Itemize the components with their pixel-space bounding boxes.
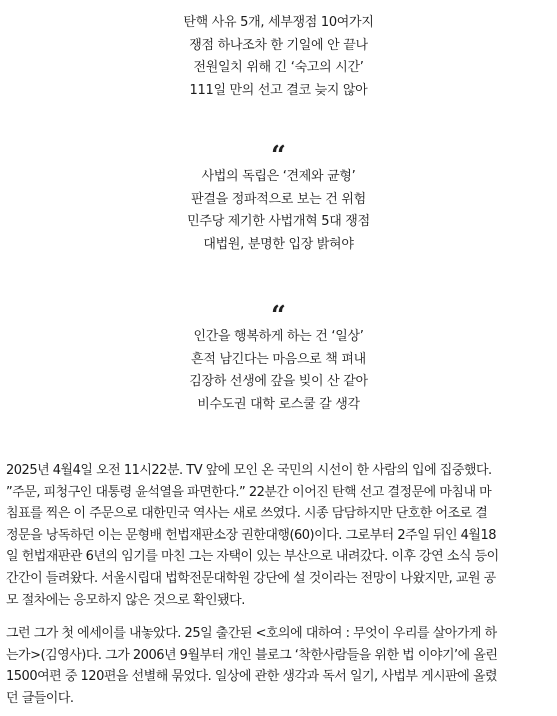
article-paragraph-1 — [6, 460, 551, 611]
summary-line: 대법원, 분명한 입장 밝혀야 — [203, 236, 354, 252]
article-paragraph-2 — [6, 623, 551, 709]
paragraph-line: 간간이 들려왔다. 서울시립대 법학전문대학원 강단에 설 것이라는 전망이 나왔지만, 교원 공 — [6, 570, 496, 586]
paragraph-line: 정문을 낭독하던 이는 문형배 헌법재판소장 권한대행(60)이다. 그로부터 2주일 뒤인 4월18 — [6, 527, 497, 543]
paragraph-line: 던 글들이다. — [6, 690, 74, 706]
paragraph-line: 는가>(김영사)다. 그가 2006년 9월부터 개인 블로그 ‘착한사람들을 위한 법 이야기’에 올린 — [6, 647, 498, 663]
paragraph-line: 침표를 찍은 이 주문으로 대한민국 역사는 새로 쓰였다. 시종 담담하지만 단호한 어조로 결 — [6, 506, 488, 522]
quote-mark-icon: “ — [271, 141, 286, 171]
summary-block-3 — [0, 301, 557, 416]
summary-line: 전원일치 위해 긴 ‘숙고의 시간’ — [193, 60, 364, 75]
paragraph-line: 1500여편 중 120편을 선별해 묶었다. 일상에 관한 생각과 독서 일기, 사법부 게시판에 올렸 — [6, 669, 498, 685]
summary-line: 판결을 정파적으로 보는 건 위험 — [191, 191, 366, 207]
summary-line: 비수도권 대학 로스쿨 갈 생각 — [197, 396, 360, 412]
paragraph-line: ”주문, 피청구인 대통령 윤석열을 파면한다.” 22분간 이어진 탄핵 선고 결정문에 마침내 마 — [6, 484, 492, 500]
summary-line: 흔적 남긴다는 마음으로 책 펴내 — [191, 351, 366, 367]
summary-line: 111일 만의 선고 결코 늦지 않아 — [189, 82, 368, 98]
paragraph-line: 모 절차에는 응모하지 않은 것으로 확인됐다. — [6, 592, 245, 608]
paragraph-line: 2025년 4월4일 오전 11시22분. TV 앞에 모인 온 국민의 시선이 한 사람의 입에 집중했다. — [6, 463, 492, 478]
summary-line: 민주당 제기한 사법개혁 5대 쟁점 — [187, 214, 370, 229]
summary-block-2 — [0, 141, 557, 256]
paragraph-line: 그런 그가 첫 에세이를 내놓았다. 25일 출간된 <호의에 대하여 : 무엇이 우리를 살아가게 하 — [6, 626, 497, 641]
summary-line: 사법의 독립은 ‘견제와 균형’ — [201, 169, 356, 184]
quote-mark-icon: “ — [271, 301, 286, 331]
summary-line: 인간을 행복하게 하는 건 ‘일상’ — [193, 329, 364, 344]
summary-line: 김장하 선생에 갚을 빚이 산 같아 — [189, 374, 368, 389]
paragraph-line: 일 헌법재판관 6년의 임기를 마친 그는 자택이 있는 부산으로 내려갔다. 이후 강연 소식 등이 — [6, 549, 499, 565]
summary-line: 쟁점 하나조차 한 기일에 안 끝나 — [189, 37, 368, 53]
summary-line: 탄핵 사유 5개, 세부쟁점 10여가지 — [183, 15, 374, 30]
summary-block-1 — [0, 12, 557, 102]
